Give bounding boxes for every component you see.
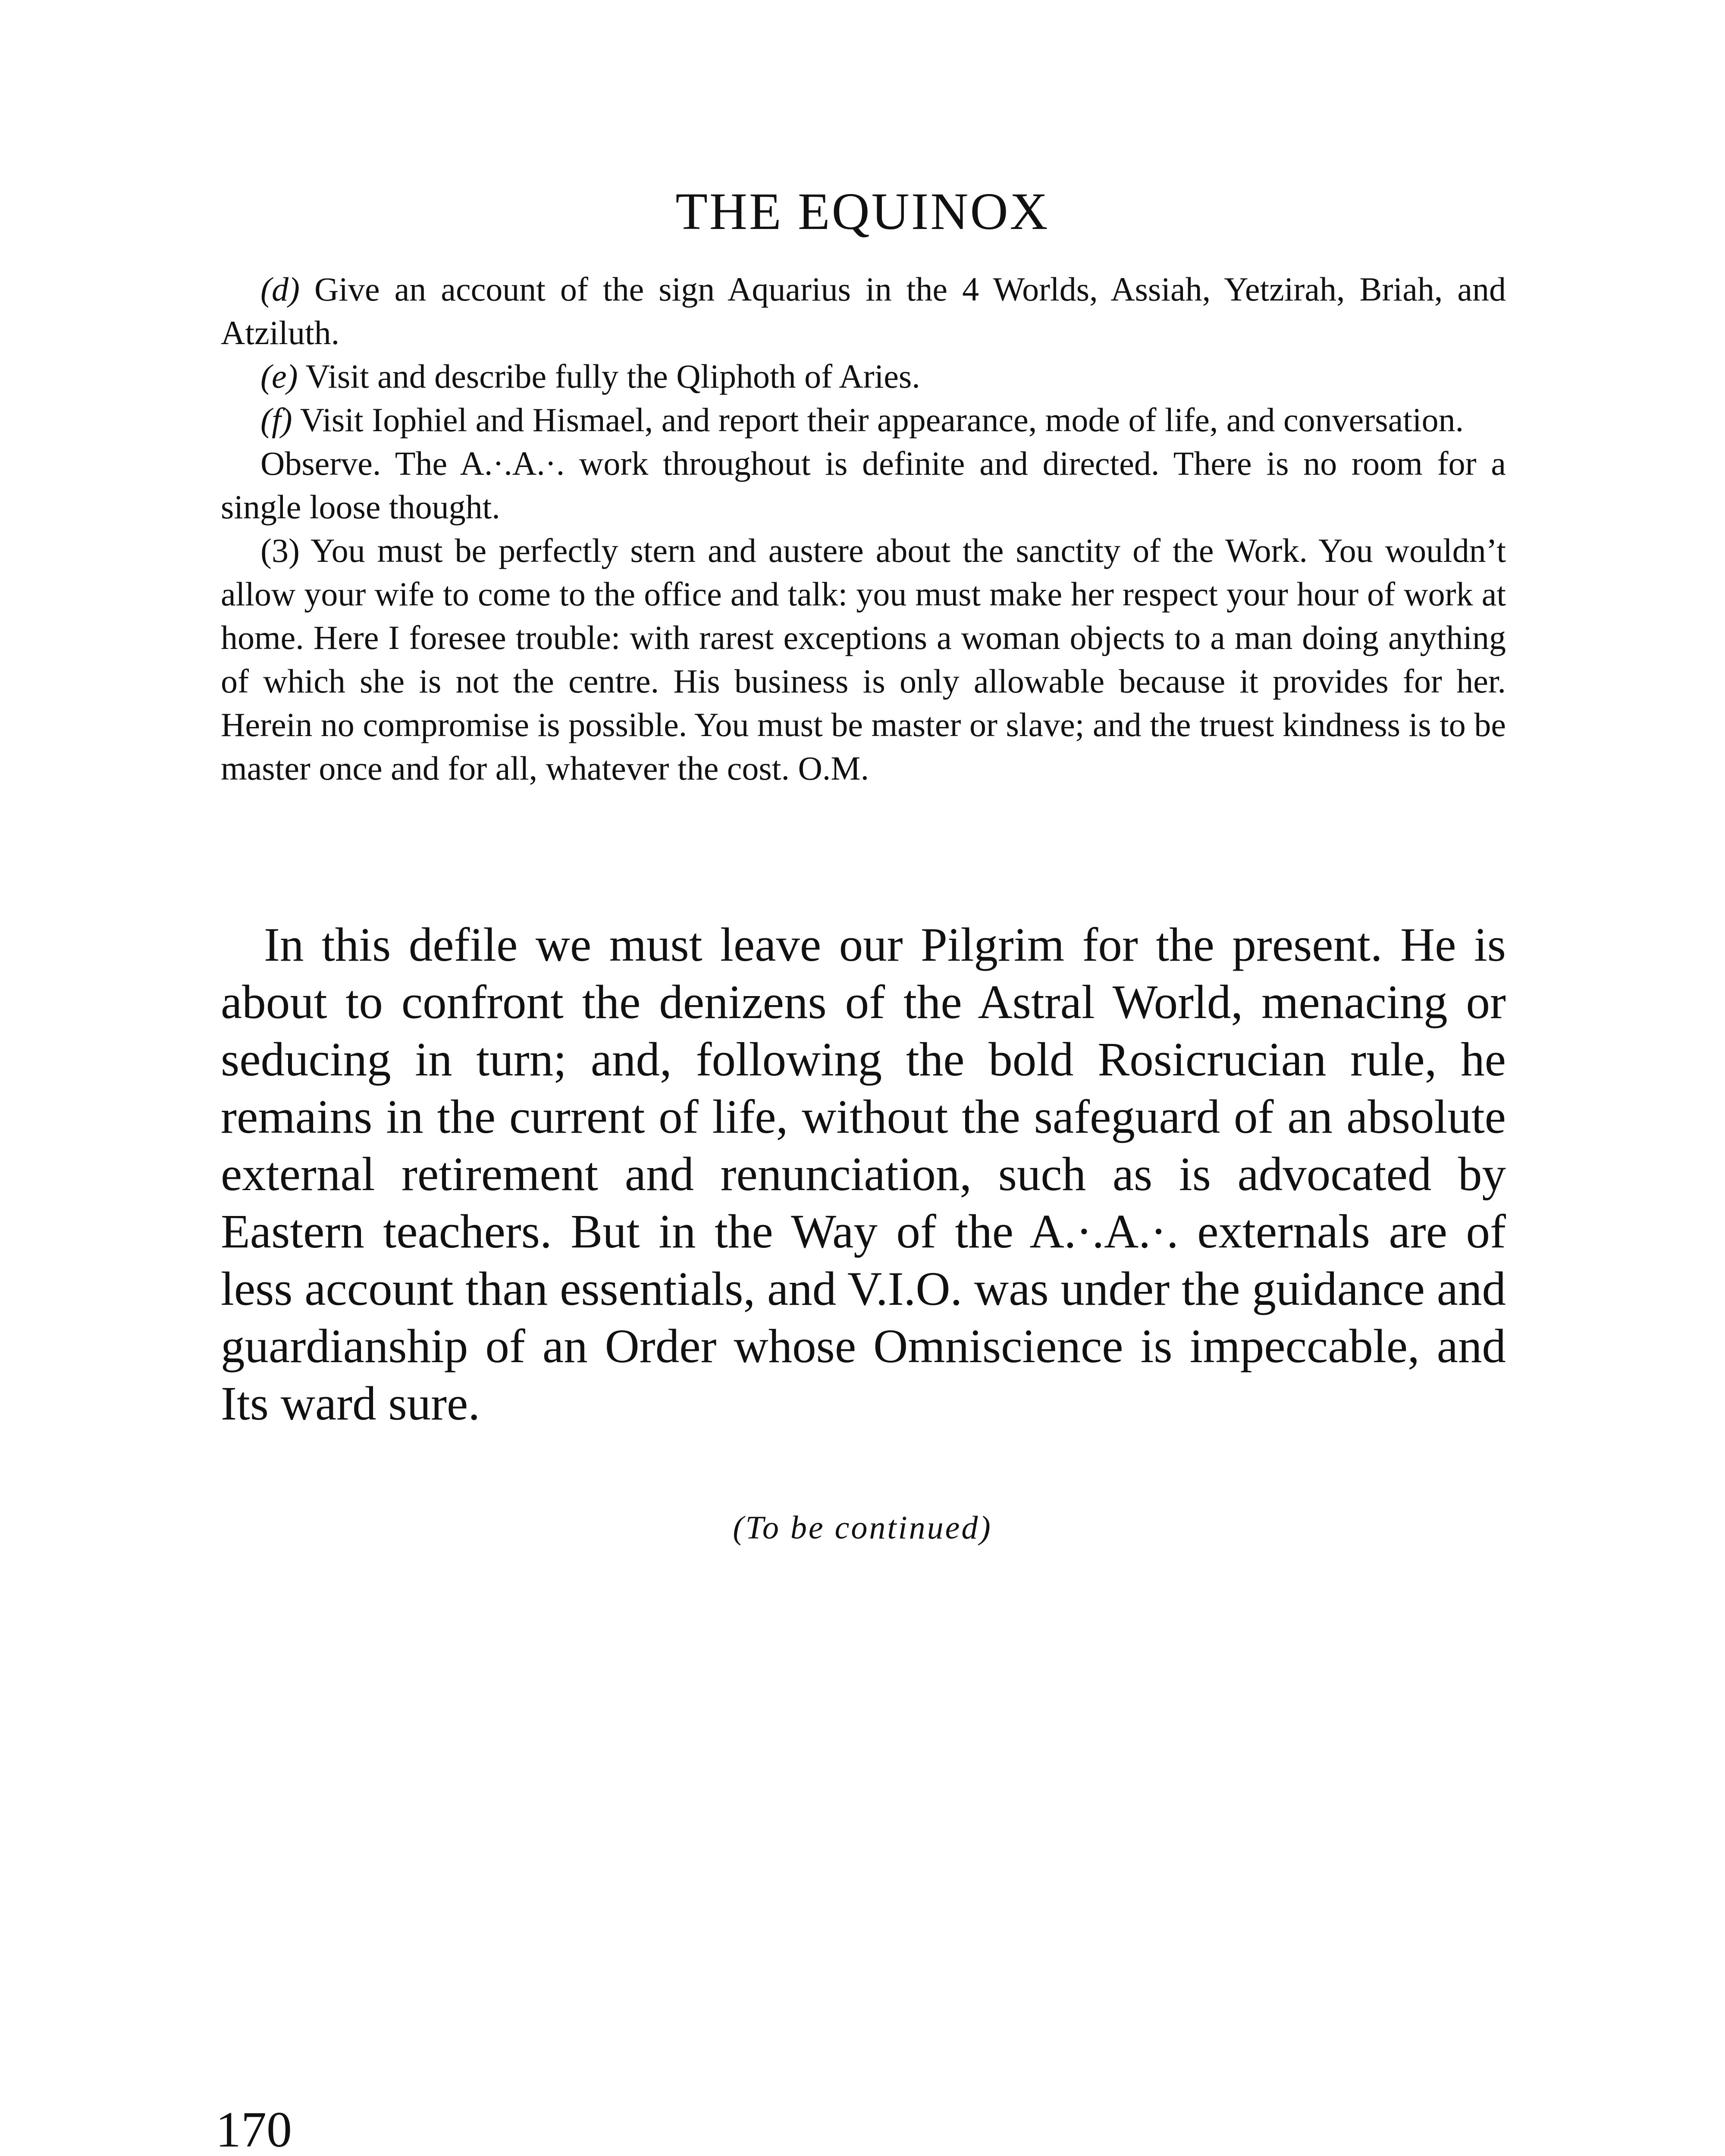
main-paragraph: In this defile we must leave our Pilgrim for the present. He is about to confront the denizens of the Astral World, menacing or seducing in turn; and, following the bold Rosicrucian rule, he remains in the current of life, without the safeguard of an absolute external retirement and renunciation, such as is advocated by Eastern teachers. But in the Way of the A.·.A.·. externals are of less account than essentials, and V.I.O. was under the guidance and guardianship of an Order whose Omniscience is impeccable, and Its ward sure. [221,918,1506,1430]
footnote-block [221,267,1506,790]
page-title: THE EQUINOX [675,182,1050,241]
page-number: 170 [216,2101,292,2156]
note-text: Visit and describe fully the Qliphoth of Aries. [298,357,920,395]
note-item-3 [221,529,1506,790]
note-text: Observe. The A.·.A.·. work throughout is definite and directed. There is no room for a single loose thought. [221,445,1506,526]
note-label: (e) [260,357,298,395]
note-item-f [221,398,1506,442]
note-text: Give an account of the sign Aquarius in the 4 Worlds, Assiah, Yetzirah, Briah, and Atziluth. [221,270,1506,351]
note-observe [221,442,1506,529]
note-text: (3) You must be perfectly stern and austere about the sanctity of the Work. You wouldn’t allow your wife to come to the office and talk: you must make her respect your hour of work at home. Here I foresee trouble: with rarest exceptions a woman objects to a man doing anything of which she is not the centre. His business is only allowable because it provides for her. Herein no compromise is possible. You must be master or slave; and the truest kindness is to be master once and for all, whatever the cost. O.M. [221,532,1506,787]
note-label: (d) [260,270,300,308]
note-item-d [221,267,1506,354]
to-be-continued: (To be continued) [733,1510,992,1546]
note-label: (f) [260,401,292,439]
note-item-e [221,354,1506,398]
note-text: Visit Iophiel and Hismael, and report their appearance, mode of life, and conversation. [292,401,1464,439]
